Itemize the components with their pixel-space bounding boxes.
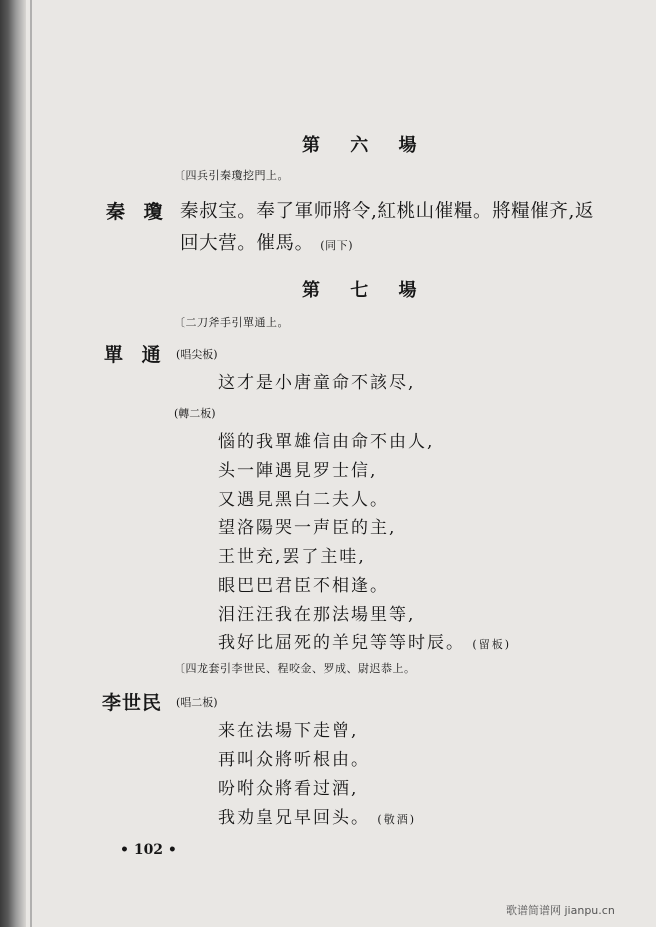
scene6-line-1: 秦叔宝。奉了軍师將令,紅桃山催糧。將糧催齐,返 [180, 201, 595, 222]
verse-line: 来在法場下走曾, [218, 721, 359, 741]
scene7-stage-direction-2: 〔四龙套引李世民、程咬金、罗成、尉迟恭上。 [174, 662, 416, 675]
verse-line: 王世充,罢了主哇, [218, 547, 366, 567]
scene6-title: 第 六 場 [302, 135, 429, 156]
scene7-speaker-1: 單 通 [104, 344, 167, 366]
scene6-exit-note: (同下) [320, 239, 354, 252]
scene6-stage-direction: 〔四兵引秦瓊挖門上。 [174, 169, 289, 182]
scene7-speaker-2: 李世民 [102, 692, 163, 714]
verse-note: (留板) [472, 638, 511, 651]
verse-line [218, 628, 511, 653]
scene6-line-2-text: 回大营。催馬。 [180, 233, 314, 254]
site-watermark: 歌谱简谱网 jianpu.cn [506, 904, 615, 917]
verse-line: 望洛陽哭一声臣的主, [218, 518, 397, 538]
aria-direction-2: (轉二板) [174, 407, 216, 420]
scene6-speaker: 秦 瓊 [106, 201, 169, 223]
page-number: • 102 • [120, 842, 177, 858]
aria-direction-1: (唱尖板) [176, 348, 218, 361]
aria-direction-3: (唱二板) [176, 696, 218, 709]
verse-note: (敬酒) [377, 813, 416, 826]
verse-line: 眼巴巴君臣不相逢。 [218, 576, 389, 596]
verse-line-text: 我劝皇兄早回头。 [218, 808, 370, 828]
verse-line: 这才是小唐童命不該尽, [218, 373, 416, 393]
verse-line: 泪汪汪我在那法場里等, [218, 605, 416, 625]
verse-line: 吩咐众將看过酒, [218, 779, 359, 799]
verse-line-text: 我好比屈死的羊兒等等时辰。 [218, 633, 465, 653]
verse-line: 惱的我單雄信由命不由人, [218, 432, 435, 452]
scene7-title: 第 七 場 [302, 280, 429, 301]
verse-line: 又遇見黑白二夫人。 [218, 490, 389, 510]
verse-line: 头一陣遇見罗士信, [218, 461, 378, 481]
verse-line [218, 803, 416, 828]
verse-line: 再叫众將听根由。 [218, 750, 370, 770]
scene7-stage-direction-1: 〔二刀斧手引單通上。 [174, 316, 289, 329]
scene6-line-2 [180, 229, 353, 255]
